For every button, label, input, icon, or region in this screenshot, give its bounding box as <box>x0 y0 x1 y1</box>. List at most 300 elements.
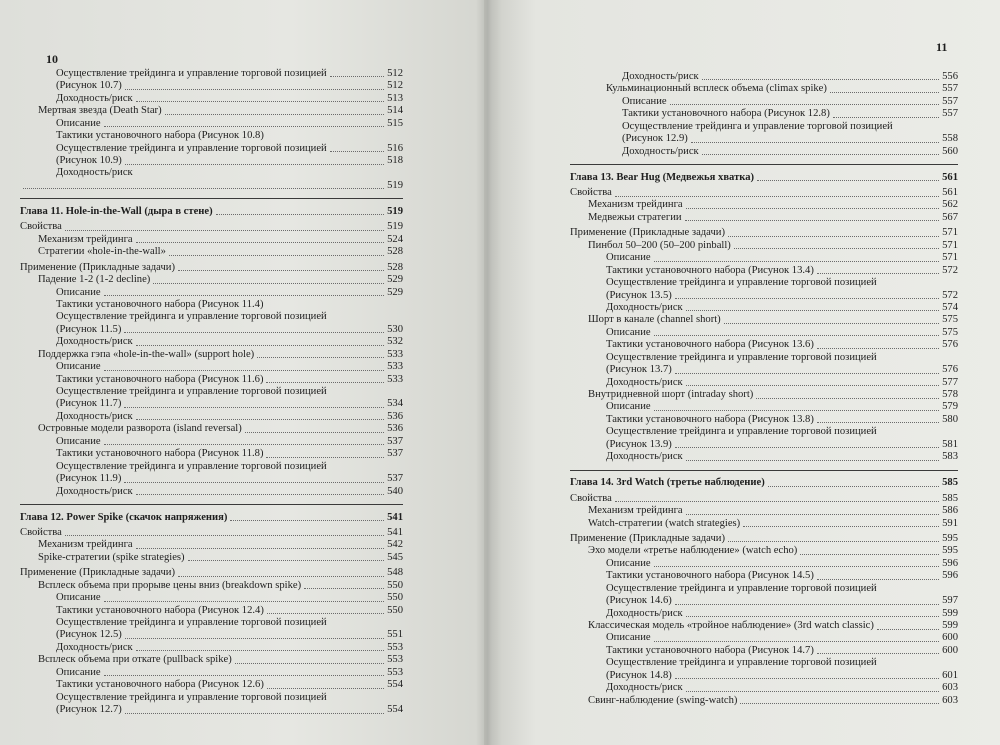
toc-entry-title: (Рисунок 13.9) <box>606 438 672 450</box>
toc-entry-page: 554 <box>387 679 403 691</box>
toc-entry-title: Мертвая звезда (Death Star) <box>38 105 162 117</box>
toc-entry-page: 536 <box>387 423 403 435</box>
dot-leader <box>125 164 384 165</box>
dot-leader <box>654 410 940 411</box>
dot-leader <box>686 460 939 461</box>
toc-entry-title: Свинг-наблюдение (swing-watch) <box>588 694 738 706</box>
toc-entry <box>20 374 403 386</box>
toc-entry-page: 595 <box>942 545 958 557</box>
toc-entry-title: Применение (Прикладные задачи) <box>570 532 725 544</box>
toc-entry-title: Механизм трейдинга <box>38 233 133 245</box>
toc-entry-page: 578 <box>942 389 958 401</box>
toc-entry-page: 541 <box>387 511 403 523</box>
toc-entry-page: 553 <box>387 666 403 678</box>
toc-entry-title: Описание <box>56 592 101 604</box>
dot-leader <box>768 486 939 487</box>
toc-entry-page: 575 <box>942 326 958 338</box>
toc-entry-title: Осуществление трейдинга и управление торговой позицией <box>56 142 327 154</box>
dot-leader <box>675 298 939 299</box>
dot-leader <box>136 650 384 651</box>
toc-entry-page: 545 <box>387 551 403 563</box>
toc-entry-title: (Рисунок 12.7) <box>56 704 122 716</box>
toc-entry-title: Доходность/риск <box>56 641 133 653</box>
toc-entry-title: (Рисунок 14.6) <box>606 595 672 607</box>
toc-entry-page: 519 <box>387 179 403 191</box>
toc-entry-page: 548 <box>387 567 403 579</box>
dot-leader <box>136 548 384 549</box>
toc-entry <box>20 180 403 192</box>
dot-leader <box>245 432 384 433</box>
toc-entry <box>570 505 958 517</box>
toc-entry <box>570 426 958 438</box>
toc-entry-page: 595 <box>942 532 958 544</box>
toc-entry <box>570 352 958 364</box>
toc-entry-title: Тактики установочного набора (Рисунок 13.8) <box>606 413 814 425</box>
toc-entry <box>20 436 403 448</box>
toc-entry-page: 556 <box>942 70 958 82</box>
toc-entry-page: 561 <box>942 187 958 199</box>
toc-entry-page: 532 <box>387 336 403 348</box>
toc-entry-title: Свойства <box>20 221 62 233</box>
toc-entry-page: 585 <box>942 492 958 504</box>
toc-entry <box>570 451 958 463</box>
dot-leader <box>817 422 939 423</box>
toc-entry <box>20 234 403 246</box>
toc-entry-title: Доходность/риск <box>606 607 683 619</box>
toc-entry-title: Доходность/риск <box>56 167 133 179</box>
dot-leader <box>686 385 939 386</box>
toc-entry-page: 550 <box>387 579 403 591</box>
dot-leader <box>740 703 939 704</box>
toc-entry-page: 571 <box>942 239 958 251</box>
toc-entry <box>20 93 403 105</box>
toc-entry-page: 576 <box>942 339 958 351</box>
toc-entry-title: Доходность/риск <box>606 682 683 694</box>
toc-entry-page: 512 <box>387 67 403 79</box>
toc-entry <box>570 377 958 389</box>
toc-entry-title: (Рисунок 12.9) <box>622 133 688 145</box>
toc-entry-title: Тактики установочного набора (Рисунок 10.8) <box>56 130 264 142</box>
dot-leader <box>178 270 384 271</box>
toc-entry-page: 577 <box>942 376 958 388</box>
dot-leader <box>675 447 939 448</box>
toc-entry-page: 528 <box>387 246 403 258</box>
toc-entry <box>570 277 958 289</box>
toc-entry-title: Осуществление трейдинга и управление торговой позицией <box>56 386 327 398</box>
dot-leader <box>136 101 384 102</box>
toc-section-heading <box>20 221 403 233</box>
toc-entry <box>20 246 403 258</box>
toc-entry-page: 540 <box>387 485 403 497</box>
toc-entry <box>570 595 958 607</box>
dot-leader <box>125 89 384 90</box>
toc-entry <box>20 336 403 348</box>
toc-entry-title: Доходность/риск <box>622 70 699 82</box>
toc-chapter-heading <box>20 504 403 524</box>
toc-entry <box>570 240 958 252</box>
dot-leader <box>267 688 384 689</box>
dot-leader <box>266 382 384 383</box>
toc-entry-page: 571 <box>942 252 958 264</box>
dot-leader <box>654 566 940 567</box>
toc-entry-title: Доходность/риск <box>622 145 699 157</box>
toc-chapter-heading <box>20 198 403 218</box>
toc-entry-title: Тактики установочного набора (Рисунок 14.7) <box>606 644 814 656</box>
toc-entry-title: (Рисунок 10.7) <box>56 80 122 92</box>
toc-entry-title: Осуществление трейдинга и управление торговой позицией <box>56 617 327 629</box>
toc-entry <box>570 414 958 426</box>
dot-leader <box>136 242 384 243</box>
toc-entry-page: 557 <box>942 83 958 95</box>
toc-entry <box>20 667 403 679</box>
dot-leader <box>124 332 384 333</box>
toc-entry-page: 596 <box>942 557 958 569</box>
toc-entry-page: 591 <box>942 517 958 529</box>
toc-entry <box>570 265 958 277</box>
toc-entry-page: 567 <box>942 211 958 223</box>
toc-entry <box>20 324 403 336</box>
toc-entry <box>20 473 403 485</box>
toc-entry-page: 516 <box>387 142 403 154</box>
toc-entry-page: 558 <box>942 133 958 145</box>
toc-entry <box>570 695 958 707</box>
toc-entry-page: 603 <box>942 694 958 706</box>
dot-leader <box>125 638 384 639</box>
toc-entry-title: Поддержка гэпа «hole-in-the-wall» (support hole) <box>38 348 255 360</box>
toc-entry-page: 557 <box>942 108 958 120</box>
dot-leader <box>728 541 939 542</box>
toc-entry-title: Тактики установочного набора (Рисунок 12.8) <box>622 108 830 120</box>
dot-leader <box>817 273 939 274</box>
dot-leader <box>65 535 384 536</box>
toc-entry <box>20 155 403 167</box>
toc-section-heading <box>570 493 958 505</box>
toc-entry-title: Осуществление трейдинга и управление торговой позицией <box>56 691 327 703</box>
dot-leader <box>702 79 939 80</box>
toc-entry-title: Островные модели разворота (island reversal) <box>38 423 242 435</box>
toc-entry-title: Медвежьи стратегии <box>588 211 682 223</box>
toc-entry <box>20 287 403 299</box>
toc-chapter-heading <box>570 164 958 184</box>
dot-leader <box>833 117 939 118</box>
dot-leader <box>124 482 384 483</box>
toc-entry-title: Осуществление трейдинга и управление торговой позицией <box>606 351 877 363</box>
toc-section-heading <box>20 527 403 539</box>
toc-entry-title: (Рисунок 13.5) <box>606 289 672 301</box>
page-number-left: 10 <box>46 52 58 66</box>
toc-entry <box>570 212 958 224</box>
toc-entry <box>20 679 403 691</box>
toc-entry <box>20 448 403 460</box>
toc-entry-title: Глава 11. Hole-in-the-Wall (дыра в стене) <box>20 205 213 217</box>
dot-leader <box>702 154 939 155</box>
toc-entry-page: 515 <box>387 117 403 129</box>
toc-entry-title: Применение (Прикладные задачи) <box>570 227 725 239</box>
toc-entry-title: Тактики установочного набора (Рисунок 13.4) <box>606 264 814 276</box>
dot-leader <box>136 419 384 420</box>
toc-entry-title: Доходность/риск <box>56 92 133 104</box>
right-page <box>484 0 1000 745</box>
toc-entry-title: Доходность/риск <box>606 301 683 313</box>
toc-entry <box>20 654 403 666</box>
toc-entry-page: 575 <box>942 314 958 326</box>
toc-entry <box>20 143 403 155</box>
toc-entry-title: (Рисунок 11.7) <box>56 398 122 410</box>
toc-entry-title: Внутридневной шорт (intraday short) <box>588 389 754 401</box>
toc-entry <box>570 83 958 95</box>
toc-entry-page: 550 <box>387 592 403 604</box>
dot-leader <box>685 220 940 221</box>
dot-leader <box>104 126 385 127</box>
toc-entry-title: Описание <box>56 286 101 298</box>
toc-entry-title: Описание <box>56 435 101 447</box>
toc-entry-page: 572 <box>942 264 958 276</box>
toc-entry-title: Эхо модели «третье наблюдение» (watch echo) <box>588 545 798 557</box>
toc-entry-title: Тактики установочного набора (Рисунок 11.8) <box>56 448 264 460</box>
dot-leader <box>136 494 384 495</box>
toc-entry-title: Осуществление трейдинга и управление торговой позицией <box>56 311 327 323</box>
toc-entry-page: 553 <box>387 654 403 666</box>
toc-entry <box>570 108 958 120</box>
toc-entry <box>20 299 403 311</box>
toc-entry-title: Осуществление трейдинга и управление торговой позицией <box>606 582 877 594</box>
toc-entry-page: 586 <box>942 505 958 517</box>
toc-entry-page: 596 <box>942 570 958 582</box>
dot-leader <box>235 663 384 664</box>
toc-entry-page: 551 <box>387 629 403 641</box>
toc-entry-title: Spike-стратегии (spike strategies) <box>38 551 185 563</box>
dot-leader <box>257 357 384 358</box>
dot-leader <box>877 629 939 630</box>
toc-entry <box>570 290 958 302</box>
toc-entry-page: 557 <box>942 95 958 107</box>
toc-entry-page: 554 <box>387 704 403 716</box>
dot-leader <box>267 613 384 614</box>
toc-entry <box>570 518 958 530</box>
toc-entry-page: 514 <box>387 105 403 117</box>
dot-leader <box>675 678 939 679</box>
dot-leader <box>65 230 384 231</box>
toc-entry <box>20 423 403 435</box>
toc-entry-title: Применение (Прикладные задачи) <box>20 567 175 579</box>
toc-entry-page: 561 <box>942 171 958 183</box>
dot-leader <box>615 196 939 197</box>
toc-entry-title: Механизм трейдинга <box>588 199 683 211</box>
toc-entry-title: Описание <box>56 117 101 129</box>
toc-entry <box>570 96 958 108</box>
toc-entry-title: Тактики установочного набора (Рисунок 13.6) <box>606 339 814 351</box>
toc-entry <box>570 620 958 632</box>
dot-leader <box>230 520 384 521</box>
toc-entry <box>20 486 403 498</box>
toc-entry-title: Тактики установочного набора (Рисунок 12.6) <box>56 679 264 691</box>
toc-entry-title: Пинбол 50–200 (50–200 pinball) <box>588 239 731 251</box>
dot-leader <box>615 501 939 502</box>
toc-entry-page: 530 <box>387 323 403 335</box>
dot-leader <box>675 604 939 605</box>
toc-entry-page: 580 <box>942 413 958 425</box>
toc-entry-title: Описание <box>56 361 101 373</box>
toc-entry <box>570 364 958 376</box>
dot-leader <box>136 345 384 346</box>
toc-entry <box>570 327 958 339</box>
toc-entry-title: Свойства <box>570 492 612 504</box>
toc-entry-title: Осуществление трейдинга и управление торговой позицией <box>606 657 877 669</box>
toc-entry-title: Описание <box>622 95 667 107</box>
toc-entry-title: Описание <box>606 326 651 338</box>
toc-entry <box>20 704 403 716</box>
toc-entry-page: 534 <box>387 398 403 410</box>
toc-entry-page: 536 <box>387 410 403 422</box>
toc-entry-page: 553 <box>387 641 403 653</box>
toc-entry-title: Доходность/риск <box>606 376 683 388</box>
dot-leader <box>125 713 384 714</box>
toc-entry <box>20 168 403 180</box>
toc-entry <box>570 645 958 657</box>
toc-entry-title: Доходность/риск <box>606 451 683 463</box>
toc-left <box>20 68 403 717</box>
toc-entry-title: Глава 14. 3rd Watch (третье наблюдение) <box>570 477 765 489</box>
toc-entry <box>20 130 403 142</box>
toc-entry-title: Описание <box>56 666 101 678</box>
toc-entry <box>20 605 403 617</box>
toc-entry-title: Доходность/риск <box>56 410 133 422</box>
dot-leader <box>169 255 384 256</box>
toc-entry-page: 576 <box>942 364 958 376</box>
toc-entry-title: (Рисунок 11.9) <box>56 473 122 485</box>
toc-entry <box>20 592 403 604</box>
toc-entry-title: (Рисунок 10.9) <box>56 155 122 167</box>
toc-entry-title: Описание <box>606 252 651 264</box>
toc-entry-title: Глава 12. Power Spike (скачок напряжения) <box>20 511 228 523</box>
toc-entry-title: Глава 13. Bear Hug (Медвежья хватка) <box>570 171 755 183</box>
toc-entry-page: 524 <box>387 233 403 245</box>
toc-entry-title: Описание <box>606 401 651 413</box>
dot-leader <box>686 208 939 209</box>
toc-entry-page: 571 <box>942 227 958 239</box>
toc-entry <box>20 311 403 323</box>
dot-leader <box>686 691 939 692</box>
toc-entry-page: 600 <box>942 632 958 644</box>
toc-entry-page: 550 <box>387 604 403 616</box>
toc-entry-page: 583 <box>942 451 958 463</box>
toc-entry <box>570 570 958 582</box>
toc-entry <box>570 558 958 570</box>
dot-leader <box>216 214 384 215</box>
toc-entry-page: 603 <box>942 682 958 694</box>
toc-entry-page: 585 <box>942 477 958 489</box>
toc-entry <box>570 252 958 264</box>
dot-leader <box>654 261 940 262</box>
toc-entry-page: 597 <box>942 595 958 607</box>
dot-leader <box>304 588 384 589</box>
toc-entry-page: 562 <box>942 199 958 211</box>
toc-section-heading <box>20 262 403 274</box>
toc-section-heading <box>570 187 958 199</box>
toc-entry-page: 513 <box>387 92 403 104</box>
dot-leader <box>654 641 940 642</box>
toc-entry <box>20 274 403 286</box>
toc-entry <box>20 361 403 373</box>
toc-entry <box>570 121 958 133</box>
toc-entry-title: Watch-стратегии (watch strategies) <box>588 517 741 529</box>
toc-entry-title: Осуществление трейдинга и управление торговой позицией <box>56 67 327 79</box>
dot-leader <box>670 104 940 105</box>
toc-entry <box>20 692 403 704</box>
dot-leader <box>724 323 939 324</box>
toc-entry <box>570 146 958 158</box>
dot-leader <box>178 576 384 577</box>
toc-entry-page: 528 <box>387 261 403 273</box>
toc-section-heading <box>570 533 958 545</box>
toc-entry <box>20 80 403 92</box>
dot-leader <box>104 295 385 296</box>
toc-section-heading <box>20 567 403 579</box>
toc-entry-page: 519 <box>387 221 403 233</box>
page-number-right: 11 <box>936 40 948 54</box>
toc-entry-page: 537 <box>387 473 403 485</box>
dot-leader <box>728 236 939 237</box>
toc-entry-page: 599 <box>942 607 958 619</box>
toc-entry-title: Описание <box>606 557 651 569</box>
dot-leader <box>691 142 939 143</box>
toc-entry-page: 579 <box>942 401 958 413</box>
toc-entry-page: 519 <box>387 205 403 217</box>
dot-leader <box>757 180 939 181</box>
toc-entry-title: Тактики установочного набора (Рисунок 11.6) <box>56 373 264 385</box>
toc-entry-title: Всплеск объема при откате (pullback spike) <box>38 654 232 666</box>
toc-entry <box>570 302 958 314</box>
toc-entry <box>570 439 958 451</box>
toc-entry-title: Тактики установочного набора (Рисунок 11.4) <box>56 298 264 310</box>
toc-entry-page: 581 <box>942 438 958 450</box>
dot-leader <box>817 653 939 654</box>
dot-leader <box>104 444 385 445</box>
toc-entry-title: Всплеск объема при прорыве цены вниз (breakdown spike) <box>38 579 302 591</box>
toc-entry-page: 542 <box>387 539 403 551</box>
book-gutter <box>476 0 502 745</box>
toc-entry-title: Падение 1-2 (1-2 decline) <box>38 274 151 286</box>
dot-leader <box>756 398 939 399</box>
toc-entry <box>20 630 403 642</box>
toc-entry <box>570 314 958 326</box>
toc-right <box>570 71 958 707</box>
toc-entry-page: 533 <box>387 373 403 385</box>
toc-entry <box>20 411 403 423</box>
toc-entry <box>570 670 958 682</box>
toc-entry-title: Механизм трейдинга <box>38 539 133 551</box>
toc-entry <box>20 617 403 629</box>
dot-leader <box>800 554 939 555</box>
toc-entry <box>20 552 403 564</box>
toc-entry-title: Свойства <box>570 187 612 199</box>
toc-entry-title: Осуществление трейдинга и управление торговой позицией <box>606 277 877 289</box>
dot-leader <box>124 407 384 408</box>
toc-entry-title: Доходность/риск <box>56 336 133 348</box>
toc-entry-page: 537 <box>387 435 403 447</box>
dot-leader <box>675 373 939 374</box>
toc-entry <box>20 642 403 654</box>
dot-leader <box>686 514 939 515</box>
dot-leader <box>654 335 940 336</box>
toc-entry <box>20 580 403 592</box>
toc-entry-page: 533 <box>387 361 403 373</box>
dot-leader <box>686 310 939 311</box>
toc-entry <box>570 657 958 669</box>
toc-entry-page: 529 <box>387 286 403 298</box>
toc-entry-title: (Рисунок 13.7) <box>606 364 672 376</box>
toc-entry-page: 599 <box>942 620 958 632</box>
